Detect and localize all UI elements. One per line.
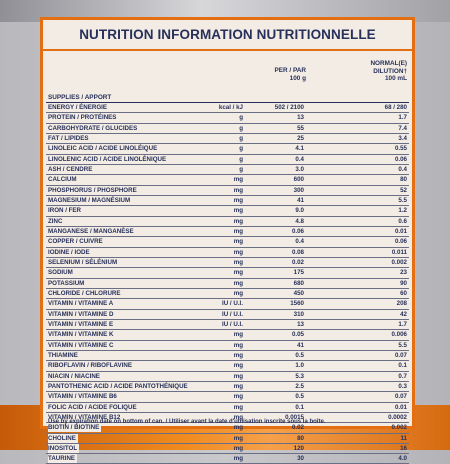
nutrient-name: ZINC bbox=[48, 217, 63, 225]
value-per-100g: 3.0 bbox=[295, 165, 304, 173]
nutrient-unit: mg bbox=[233, 289, 243, 297]
value-per-100g: 310 bbox=[293, 310, 304, 318]
nutrient-name: LINOLENIC ACID / ACIDE LINOLÉNIQUE bbox=[48, 155, 167, 163]
value-per-100ml: 80 bbox=[400, 176, 407, 184]
value-per-100g: 55 bbox=[297, 124, 304, 132]
value-per-100g: 0.08 bbox=[291, 248, 304, 256]
table-row bbox=[46, 155, 409, 165]
nutrient-name: SODIUM bbox=[48, 269, 73, 277]
value-per-100ml: 0.01 bbox=[394, 227, 407, 235]
nutrient-unit: kcal / kJ bbox=[218, 104, 243, 111]
value-per-100ml: 0.3 bbox=[398, 382, 407, 390]
col-per-unit: 100 g bbox=[289, 74, 306, 82]
nutrient-unit: IU / U.I. bbox=[222, 310, 243, 318]
value-per-100ml: 5.5 bbox=[398, 196, 407, 204]
table-row bbox=[46, 268, 409, 278]
nutrient-name: THIAMINE bbox=[48, 351, 78, 359]
table-row bbox=[46, 392, 409, 402]
value-per-100ml: 90 bbox=[400, 279, 407, 287]
nutrient-name: CARBOHYDRATE / GLUCIDES bbox=[48, 124, 138, 132]
value-per-100ml: 1.7 bbox=[398, 320, 407, 328]
nutrient-name: SELENIUM / SÉLÉNIUM bbox=[48, 258, 118, 266]
value-per-100g: 0.02 bbox=[291, 258, 304, 266]
nutrient-name: VITAMIN / VITAMINE K bbox=[48, 331, 114, 339]
nutrient-unit: mg bbox=[233, 393, 243, 401]
nutrient-name: MAGNESIUM / MAGNÉSIUM bbox=[48, 196, 131, 204]
table-row bbox=[46, 248, 409, 258]
nutrient-name: INOSITOL bbox=[48, 444, 78, 452]
table-row bbox=[46, 382, 409, 392]
table-row bbox=[46, 113, 409, 123]
nutrition-label-panel bbox=[40, 17, 415, 463]
col-dilution-label-2: DILUTION† bbox=[373, 67, 407, 75]
value-per-100ml: 0.07 bbox=[394, 393, 407, 401]
value-per-100ml: 23 bbox=[400, 269, 407, 277]
nutrient-name: PANTOTHENIC ACID / ACIDE PANTOTHÉNIQUE bbox=[48, 382, 188, 390]
table-row bbox=[46, 310, 409, 320]
nutrient-unit: mg bbox=[233, 351, 243, 359]
table-row bbox=[46, 144, 409, 154]
nutrient-unit: mg bbox=[233, 279, 243, 287]
value-per-100ml: 0.06 bbox=[394, 155, 407, 163]
value-per-100ml: 16 bbox=[400, 444, 407, 452]
nutrient-name: VITAMIN / VITAMINE D bbox=[48, 310, 114, 318]
nutrient-name: PROTEIN / PROTÉINES bbox=[48, 114, 117, 122]
nutrient-unit: g bbox=[239, 134, 243, 142]
nutrient-unit: mg bbox=[233, 341, 243, 349]
table-row bbox=[46, 372, 409, 382]
nutrient-name: POTASSIUM bbox=[48, 279, 85, 287]
nutrient-unit: mg bbox=[233, 434, 243, 442]
nutrient-unit: mg bbox=[233, 207, 243, 215]
col-per-label: PER / PAR bbox=[274, 67, 306, 74]
value-per-100g: 450 bbox=[293, 289, 304, 297]
value-per-100ml: 0.6 bbox=[398, 217, 407, 225]
value-per-100ml: 42 bbox=[400, 310, 407, 318]
value-per-100g: 4.8 bbox=[295, 217, 304, 225]
nutrient-unit: mg bbox=[233, 238, 243, 246]
nutrient-unit: mg bbox=[233, 455, 243, 463]
table-row bbox=[46, 217, 409, 227]
value-per-100g: 502 / 2100 bbox=[274, 104, 304, 111]
nutrient-name: CHOLINE bbox=[48, 434, 76, 442]
table-row bbox=[46, 134, 409, 144]
value-per-100ml: 1.2 bbox=[398, 207, 407, 215]
value-per-100g: 0.5 bbox=[295, 393, 304, 401]
nutrient-name: FOLIC ACID / ACIDE FOLIQUE bbox=[48, 403, 137, 411]
value-per-100g: 120 bbox=[293, 444, 304, 452]
nutrient-unit: IU / U.I. bbox=[222, 320, 243, 328]
table-row bbox=[46, 103, 409, 113]
nutrient-name: ASH / CENDRE bbox=[48, 165, 93, 173]
value-per-100g: 680 bbox=[293, 279, 304, 287]
table-row bbox=[46, 320, 409, 330]
nutrient-unit: IU / U.I. bbox=[222, 300, 243, 308]
nutrient-name: PHOSPHORUS / PHOSPHORE bbox=[48, 186, 137, 194]
value-per-100ml: 0.0002 bbox=[388, 413, 407, 421]
value-per-100g: 0.02 bbox=[291, 424, 304, 432]
nutrient-unit: mg bbox=[233, 248, 243, 256]
footnote: Use by expiration date on bottom of can. / Utiliser avant la date d'utilisation inscrite sous la boîte. bbox=[48, 419, 326, 425]
nutrient-name: TAURINE bbox=[48, 455, 76, 463]
value-per-100ml: 0.011 bbox=[391, 248, 407, 256]
value-per-100g: 2.5 bbox=[295, 382, 304, 390]
nutrient-unit: mg bbox=[233, 362, 243, 370]
value-per-100ml: 5.5 bbox=[398, 341, 407, 349]
table-row bbox=[46, 186, 409, 196]
nutrient-unit: mg bbox=[233, 444, 243, 452]
table-row bbox=[46, 206, 409, 216]
col-per-header bbox=[275, 67, 307, 82]
table-row bbox=[46, 454, 409, 464]
table-row bbox=[46, 175, 409, 185]
value-per-100g: 13 bbox=[297, 320, 304, 328]
value-per-100g: 0.05 bbox=[291, 331, 304, 339]
nutrient-name: CHLORIDE / CHLORURE bbox=[48, 289, 121, 297]
value-per-100ml: 0.06 bbox=[394, 238, 407, 246]
nutrient-name: VITAMIN / VITAMINE B12 bbox=[48, 413, 121, 421]
nutrient-name: VITAMIN / VITAMINE C bbox=[48, 341, 114, 349]
nutrient-name: ENERGY / ÉNERGIE bbox=[48, 104, 108, 111]
table-row bbox=[46, 227, 409, 237]
nutrient-unit: mg bbox=[233, 424, 243, 432]
nutrient-name: VITAMIN / VITAMINE B6 bbox=[48, 393, 117, 401]
nutrient-unit: g bbox=[239, 165, 243, 173]
value-per-100ml: 0.1 bbox=[398, 362, 407, 370]
table-row bbox=[46, 330, 409, 340]
value-per-100g: 5.3 bbox=[295, 372, 304, 380]
nutrient-unit: mg bbox=[233, 227, 243, 235]
value-per-100g: 0.0015 bbox=[285, 413, 304, 421]
nutrient-unit: mg bbox=[233, 331, 243, 339]
value-per-100g: 4.1 bbox=[295, 145, 304, 153]
value-per-100ml: 1.7 bbox=[398, 114, 407, 122]
nutrient-unit: g bbox=[239, 124, 243, 132]
nutrient-unit: mg bbox=[233, 413, 243, 421]
table-row bbox=[46, 289, 409, 299]
table-row bbox=[46, 279, 409, 289]
value-per-100g: 80 bbox=[297, 434, 304, 442]
value-per-100g: 13 bbox=[297, 114, 304, 122]
value-per-100g: 0.4 bbox=[295, 238, 304, 246]
table-row bbox=[46, 361, 409, 371]
nutrient-name: LINOLEIC ACID / ACIDE LINOLÉIQUE bbox=[48, 145, 158, 153]
table-row bbox=[46, 403, 409, 413]
value-per-100g: 0.1 bbox=[295, 403, 304, 411]
nutrient-name: COPPER / CUIVRE bbox=[48, 238, 103, 246]
value-per-100g: 25 bbox=[297, 134, 304, 142]
nutrient-name: VITAMIN / VITAMINE E bbox=[48, 320, 114, 328]
nutrient-name: MANGANESE / MANGANÈSE bbox=[48, 227, 134, 235]
supplies-label: SUPPLIES / APPORT bbox=[48, 94, 112, 101]
value-per-100g: 175 bbox=[293, 269, 304, 277]
value-per-100g: 300 bbox=[293, 186, 304, 194]
nutrient-name: VITAMIN / VITAMINE A bbox=[48, 300, 114, 308]
nutrient-unit: mg bbox=[233, 217, 243, 225]
table-row bbox=[46, 196, 409, 206]
value-per-100g: 0.5 bbox=[295, 351, 304, 359]
nutrient-unit: g bbox=[239, 155, 243, 163]
value-per-100ml: 3.4 bbox=[398, 134, 407, 142]
value-per-100ml: 0.4 bbox=[398, 165, 407, 173]
value-per-100ml: 60 bbox=[400, 289, 407, 297]
nutrient-unit: mg bbox=[233, 196, 243, 204]
value-per-100ml: 0.55 bbox=[394, 145, 407, 153]
table-row bbox=[46, 124, 409, 134]
value-per-100ml: 0.7 bbox=[398, 372, 407, 380]
value-per-100ml: 0.002 bbox=[391, 424, 407, 432]
col-dilution-header bbox=[370, 60, 407, 83]
value-per-100g: 9.0 bbox=[295, 207, 304, 215]
value-per-100g: 30 bbox=[297, 455, 304, 463]
value-per-100ml: 52 bbox=[400, 186, 407, 194]
value-per-100g: 1.0 bbox=[295, 362, 304, 370]
nutrient-unit: mg bbox=[233, 258, 243, 266]
value-per-100g: 600 bbox=[293, 176, 304, 184]
value-per-100g: 1560 bbox=[290, 300, 304, 308]
table-row bbox=[46, 434, 409, 444]
nutrient-unit: g bbox=[239, 145, 243, 153]
value-per-100g: 41 bbox=[297, 196, 304, 204]
value-per-100ml: 0.002 bbox=[391, 258, 407, 266]
value-per-100ml: 0.07 bbox=[394, 351, 407, 359]
nutrient-name: CALCIUM bbox=[48, 176, 77, 184]
nutrient-unit: mg bbox=[233, 403, 243, 411]
value-per-100g: 0.4 bbox=[295, 155, 304, 163]
nutrient-table bbox=[46, 103, 409, 464]
table-row bbox=[46, 237, 409, 247]
nutrient-unit: mg bbox=[233, 186, 243, 194]
value-per-100ml: 0.006 bbox=[391, 331, 407, 339]
col-dilution-unit: 100 mL bbox=[384, 75, 407, 82]
table-row bbox=[46, 351, 409, 361]
value-per-100ml: 4.0 bbox=[398, 455, 407, 463]
value-per-100ml: 0.01 bbox=[394, 403, 407, 411]
table-row bbox=[46, 341, 409, 351]
table-row bbox=[46, 444, 409, 454]
nutrient-unit: mg bbox=[233, 382, 243, 390]
nutrient-unit: mg bbox=[233, 176, 243, 184]
value-per-100g: 0.06 bbox=[291, 227, 304, 235]
nutrient-name: BIOTIN / BIOTINE bbox=[48, 424, 100, 432]
value-per-100ml: 68 / 280 bbox=[384, 104, 407, 111]
col-dilution-label-1: NORMAL(E) bbox=[370, 60, 407, 67]
nutrition-title: NUTRITION INFORMATION NUTRITIONNELLE bbox=[43, 20, 412, 51]
table-row bbox=[46, 299, 409, 309]
value-per-100ml: 208 bbox=[396, 300, 407, 308]
value-per-100ml: 11 bbox=[400, 434, 407, 442]
nutrient-unit: mg bbox=[233, 269, 243, 277]
nutrient-name: RIBOFLAVIN / RIBOFLAVINE bbox=[48, 362, 132, 370]
nutrient-name: NIACIN / NIACINE bbox=[48, 372, 100, 380]
table-row bbox=[46, 258, 409, 268]
nutrient-unit: mg bbox=[233, 372, 243, 380]
value-per-100g: 41 bbox=[297, 341, 304, 349]
nutrient-unit: g bbox=[239, 114, 243, 122]
nutrient-name: IODINE / IODE bbox=[48, 248, 90, 256]
value-per-100ml: 7.4 bbox=[398, 124, 407, 132]
nutrient-name: FAT / LIPIDES bbox=[48, 134, 89, 142]
nutrient-name: IRON / FER bbox=[48, 207, 82, 215]
table-row bbox=[46, 165, 409, 175]
